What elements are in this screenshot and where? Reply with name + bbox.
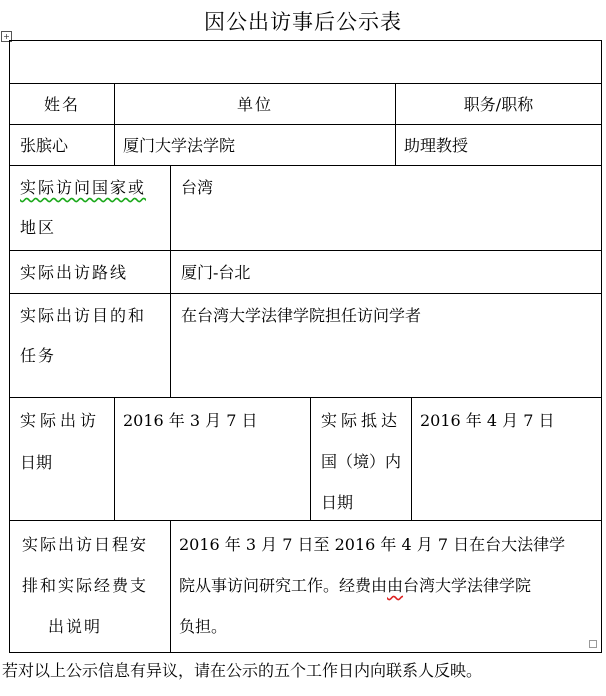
arrive-label-line2: 国（境）内 <box>321 452 402 471</box>
schedule-value <box>170 520 602 653</box>
depart-date-label <box>9 397 115 521</box>
country-label <box>9 165 171 251</box>
schedule-value-line2-part3: 台湾大学法律学院 <box>403 576 532 595</box>
country-label-line2: 地区 <box>20 218 57 237</box>
member-position <box>395 124 602 166</box>
route-label-text: 实际出访路线 <box>20 263 129 282</box>
member-unit-value: 厦门大学法学院 <box>123 136 236 155</box>
route-value-text: 厦门-台北 <box>181 263 251 282</box>
depart-label-line2: 日期 <box>20 453 53 472</box>
schedule-label-line3: 出说明 <box>48 617 103 636</box>
schedule-label <box>9 520 171 653</box>
schedule-value-line2-part2: 由 <box>387 576 404 595</box>
cell-end-mark-icon <box>589 640 597 648</box>
header-name <box>9 83 115 125</box>
purpose-value <box>170 293 602 398</box>
arrive-label-line3: 日期 <box>321 493 354 512</box>
member-position-value: 助理教授 <box>404 136 469 155</box>
purpose-value-text: 在台湾大学法律学院担任访问学者 <box>181 306 422 325</box>
header-unit <box>114 83 396 125</box>
group-info-header <box>9 40 602 84</box>
country-value <box>170 165 602 251</box>
depart-date-value <box>114 397 311 521</box>
page-title: 因公出访事后公示表 <box>204 10 402 34</box>
arrive-date-text: 2016 年 4 月 7 日 <box>420 411 555 430</box>
route-label <box>9 250 171 294</box>
depart-label-line1: 实际出访 <box>20 411 101 430</box>
footer-notice: 若对以上公示信息有异议，请在公示的五个工作日内向联系人反映。 <box>2 661 483 680</box>
schedule-value-line2-part1: 院从事访问研究工作。经费由 <box>179 576 388 595</box>
header-name-label: 姓名 <box>43 95 80 114</box>
schedule-value-line2 <box>179 576 601 596</box>
purpose-label-line1: 实际出访目的和 <box>20 306 147 325</box>
header-unit-label: 单位 <box>236 95 273 114</box>
arrive-date-value <box>411 397 602 521</box>
member-name-value: 张膑心 <box>20 136 69 155</box>
header-position-label: 职务/职称 <box>463 95 534 114</box>
member-unit <box>114 124 396 166</box>
schedule-label-line1: 实际出访日程安 <box>22 535 149 554</box>
country-label-line1: 实际访问国家或 <box>20 178 147 197</box>
header-position <box>395 83 602 125</box>
member-name <box>9 124 115 166</box>
purpose-label <box>9 293 171 398</box>
schedule-value-line1: 2016 年 3 月 7 日至 2016 年 4 月 7 日在台大法律学 <box>179 535 566 554</box>
country-value-text: 台湾 <box>181 178 214 197</box>
schedule-value-line3: 负担。 <box>179 617 228 636</box>
arrive-date-label <box>310 397 412 521</box>
table-move-handle-icon[interactable]: + <box>1 31 12 42</box>
arrive-label-line1: 实际抵达 <box>321 411 402 430</box>
purpose-label-line2: 任务 <box>20 346 57 365</box>
depart-date-text: 2016 年 3 月 7 日 <box>123 411 258 430</box>
schedule-label-line2: 排和实际经费支 <box>22 576 149 595</box>
route-value <box>170 250 602 294</box>
